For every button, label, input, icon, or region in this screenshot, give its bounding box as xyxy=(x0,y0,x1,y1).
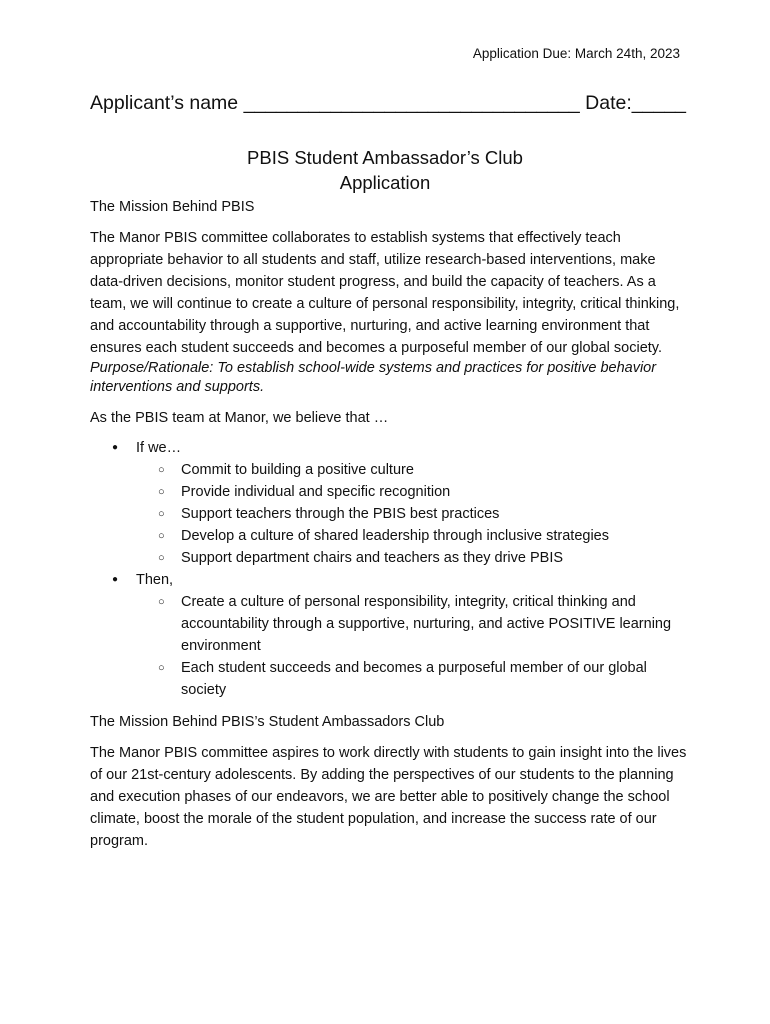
beliefs-intro: As the PBIS team at Manor, we believe that … xyxy=(90,410,389,426)
list-item: ○ Develop a culture of shared leadership through inclusive strategies xyxy=(136,525,690,547)
mission-paragraph: The Manor PBIS committee collaborates to establish systems that effectively teach appropriate behavior to all students and staff, utilize research-based interventions, make data-driven decisions, monitor student progress, and build the capacity of teachers. As a team, we will continue to create a culture of personal responsibility, integrity, critical thinking, and accountability through a supportive, nurturing, and active learning environment that ensures each student succeeds and becomes a purposeful member of our global society. xyxy=(90,230,680,356)
due-date: Application Due: March 24th, 2023 xyxy=(472,46,680,61)
list-item: ○ Each student succeeds and becomes a purposeful member of our global society xyxy=(136,657,690,701)
applicant-name-date-line: Applicant’s name _______________________________ Date:_____ xyxy=(90,92,687,114)
list-item: ○ Support teachers through the PBIS best practices xyxy=(136,503,690,525)
page-title xyxy=(0,145,770,195)
then-label: Then, xyxy=(136,572,174,588)
title-line-1: PBIS Student Ambassador’s Club xyxy=(247,147,523,168)
list-item: ○ Provide individual and specific recognition xyxy=(136,481,690,503)
list-item: ○ Commit to building a positive culture xyxy=(136,459,690,481)
ambassadors-paragraph: The Manor PBIS committee aspires to work directly with students to gain insight into the lives of our 21st-century adolescents. By adding the perspectives of our students to the planning and execution phases of our endeavors, we are better able to positively change the school climate, boost the morale of the student population, and increase the success rate of our program. xyxy=(90,745,687,849)
document-body xyxy=(90,196,690,852)
beliefs-list xyxy=(90,437,690,701)
list-item xyxy=(90,569,690,701)
list-item: ○ Create a culture of personal responsibility, integrity, critical thinking and accountability through a supportive, nurturing, and active POSITIVE learning environment xyxy=(136,591,690,657)
then-sublist xyxy=(136,591,690,701)
section-heading-mission: The Mission Behind PBIS xyxy=(90,199,255,215)
purpose-rationale: Purpose/Rationale: To establish school-wide systems and practices for positive behavior interventions and supports. xyxy=(90,360,657,395)
list-item xyxy=(90,437,690,569)
if-label: If we… xyxy=(136,440,182,456)
section-heading-ambassadors: The Mission Behind PBIS’s Student Ambassadors Club xyxy=(90,714,445,730)
list-item: ○ Support department chairs and teachers as they drive PBIS xyxy=(136,547,690,569)
if-sublist xyxy=(136,459,690,569)
title-line-2: Application xyxy=(339,172,431,193)
